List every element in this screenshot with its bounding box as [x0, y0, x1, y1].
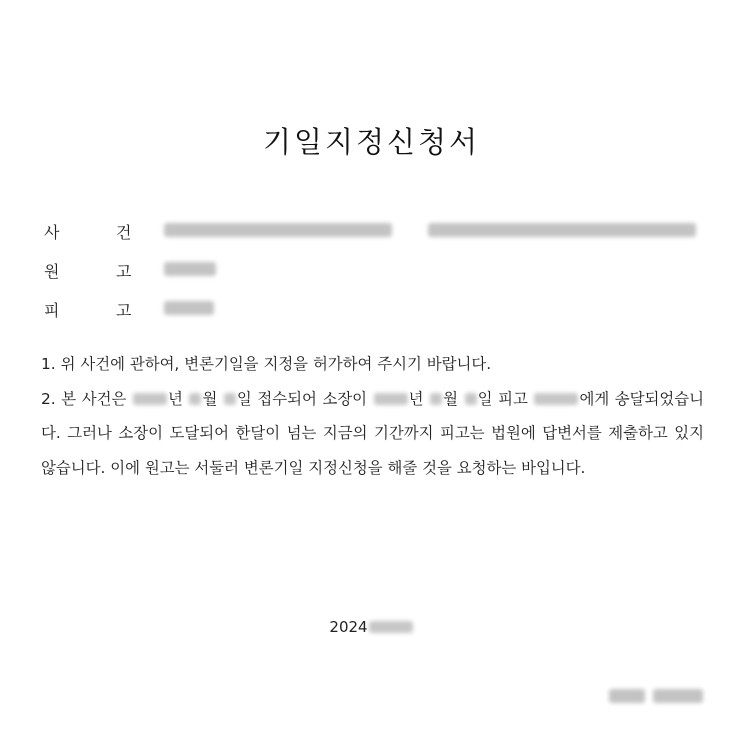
defendant-label-1: 피: [44, 301, 60, 320]
redacted-day: [465, 393, 477, 405]
redacted-defendant-name: [534, 393, 578, 405]
p2-text-5: 년: [408, 389, 424, 408]
case-label-1: 사: [44, 223, 60, 242]
signature: [609, 687, 703, 705]
defendant-row: [44, 298, 344, 322]
date-year: 2024: [329, 618, 368, 636]
redacted-month: [189, 393, 201, 405]
paragraph-2: [41, 382, 704, 486]
p2-text-2: 년: [167, 389, 183, 408]
redacted-year: [133, 393, 167, 405]
document-body: [41, 347, 704, 485]
document-title: 기일지정신청서: [262, 125, 481, 159]
p2-text-3: 월: [202, 389, 218, 408]
redacted-plaintiff-name: [164, 262, 216, 276]
plaintiff-label-2: 고: [116, 262, 132, 281]
defendant-label-2: 고: [116, 301, 132, 320]
p2-text-6: 월: [443, 389, 459, 408]
p2-text-8: 에게 송달되었습니다. 그러나 소장이 도달되어 한달이 넘는 지금의 기간까지 피고는 법원에 답변서를 제출하고 있지 않습니다. 이에 원고는 서둘러 변론기일 지정신청을 해줄 것을 요청하는 바입니다.: [41, 389, 704, 477]
document-date: [0, 618, 743, 636]
redacted-signature-role: [609, 689, 645, 703]
redacted-day: [224, 393, 236, 405]
p2-text-1: 2. 본 사건은: [41, 389, 127, 408]
plaintiff-label-1: 원: [44, 262, 60, 281]
redacted-defendant-name: [164, 301, 214, 315]
p2-text-4: 일 접수되어 소장이: [236, 389, 368, 408]
paragraph-1: 1. 위 사건에 관하여, 변론기일을 지정을 허가하여 주시기 바랍니다.: [41, 355, 492, 373]
redacted-month: [430, 393, 442, 405]
redacted-month-day: [369, 621, 413, 633]
p2-text-7: 일 피고: [477, 389, 528, 408]
plaintiff-row: [44, 259, 344, 283]
redacted-signature-name: [653, 689, 703, 703]
case-row: [44, 220, 704, 244]
redacted-year: [374, 393, 408, 405]
redacted-case-number: [164, 223, 392, 237]
case-label-2: 건: [116, 223, 132, 242]
redacted-case-name: [428, 223, 696, 237]
